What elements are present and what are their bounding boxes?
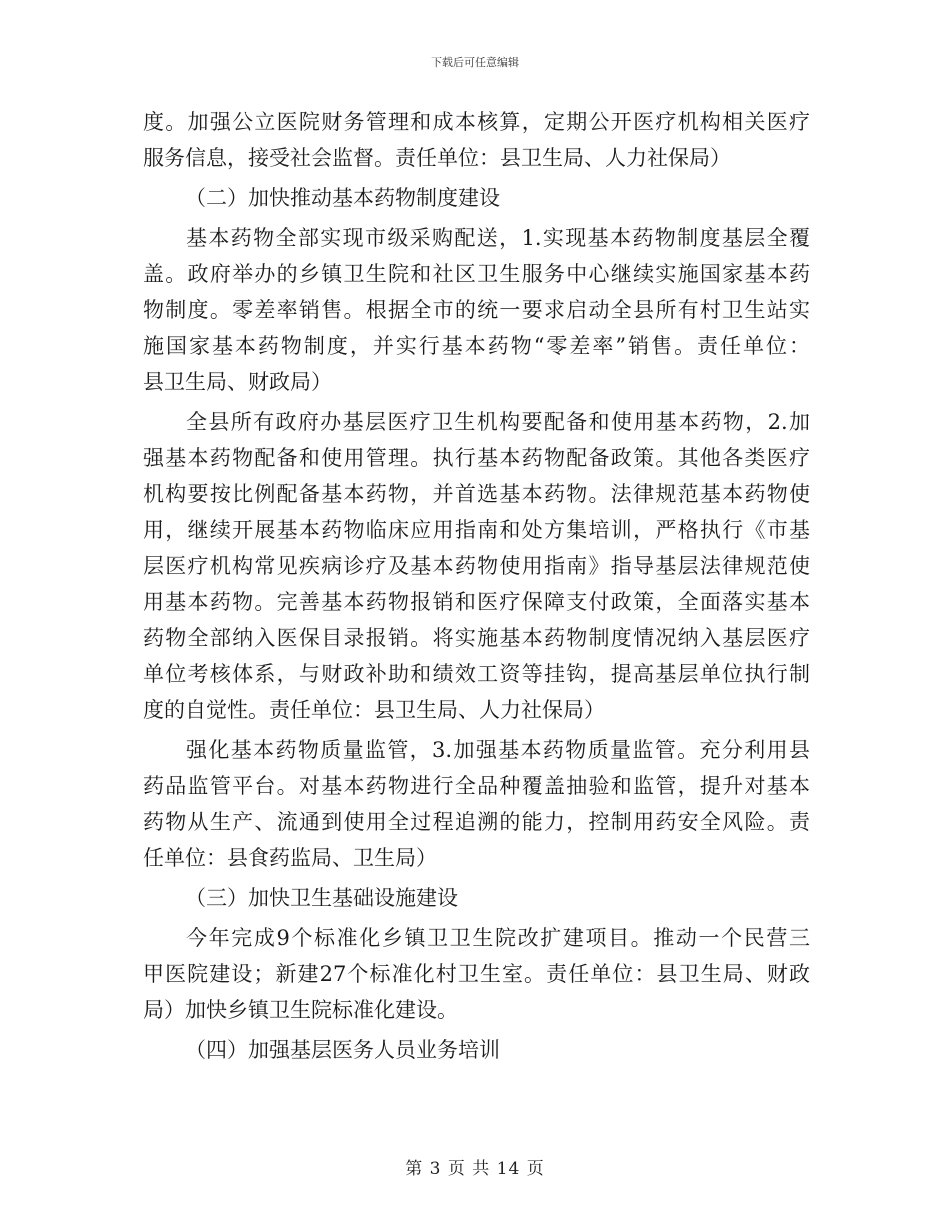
section-heading (143, 880, 810, 916)
text-line: 全县所有政府办基层医疗卫生机构要配备和使用基本药物，2.加 (186, 410, 810, 434)
paragraph (143, 220, 810, 400)
text-line: 服务信息，接受社会监督。责任单位：县卫生局、人力社保局） (143, 146, 731, 170)
text-line: 用基本药物。完善基本药物报销和医疗保障支付政策，全面落实基本 (143, 590, 810, 614)
page-footer: 第 3 页 共 14 页 (405, 1159, 545, 1179)
text-line: 局）加快乡镇卫生院标准化建设。 (143, 998, 458, 1022)
text-line: 基本药物全部实现市级采购配送，1.实现基本药物制度基层全覆 (186, 226, 810, 250)
text-line: 层医疗机构常见疾病诊疗及基本药物使用指南》指导基层法律规范使 (143, 554, 810, 578)
paragraph (143, 104, 810, 176)
text-line: 物制度。零差率销售。根据全市的统一要求启动全县所有村卫生站实 (143, 298, 810, 322)
text-line: 盖。政府举办的乡镇卫生院和社区卫生服务中心继续实施国家基本药 (143, 262, 810, 286)
text-line: 今年完成9个标准化乡镇卫卫生院改扩建项目。推动一个民营三 (186, 926, 810, 950)
paragraph (143, 920, 810, 1028)
section-heading (143, 180, 810, 216)
section-heading (143, 1032, 810, 1068)
paragraph (143, 404, 810, 728)
text-line: （三）加快卫生基础设施建设 (185, 886, 458, 910)
text-line: （二）加快推动基本药物制度建设 (185, 186, 500, 210)
text-line: 强基本药物配备和使用管理。执行基本药物配备政策。其他各类医疗 (143, 446, 810, 470)
text-line: 单位考核体系，与财政补助和绩效工资等挂钩，提高基层单位执行制 (143, 662, 810, 686)
text-line: 县卫生局、财政局） (143, 370, 332, 394)
text-line: 机构要按比例配备基本药物，并首选基本药物。法律规范基本药物使 (143, 482, 810, 506)
text-line: 药物全部纳入医保目录报销。将实施基本药物制度情况纳入基层医疗 (143, 626, 810, 650)
paragraph (143, 732, 810, 876)
text-line: 强化基本药物质量监管，3.加强基本药物质量监管。充分利用县 (186, 738, 810, 762)
text-line: 度的自觉性。责任单位：县卫生局、人力社保局） (143, 698, 605, 722)
text-line: 甲医院建设；新建27个标准化村卫生室。责任单位：县卫生局、财政 (143, 962, 810, 986)
document-body (143, 104, 810, 1072)
text-line: 施国家基本药物制度，并实行基本药物“零差率”销售。责任单位： (143, 334, 810, 358)
text-line: 药物从生产、流通到使用全过程追溯的能力，控制用药安全风险。责 (143, 810, 810, 834)
text-line: 用，继续开展基本药物临床应用指南和处方集培训，严格执行《市基 (143, 518, 810, 542)
text-line: 任单位：县食药监局、卫生局） (143, 846, 437, 870)
text-line: （四）加强基层医务人员业务培训 (185, 1038, 500, 1062)
text-line: 药品监管平台。对基本药物进行全品种覆盖抽验和监管，提升对基本 (143, 774, 810, 798)
text-line: 度。加强公立医院财务管理和成本核算，定期公开医疗机构相关医疗 (143, 110, 810, 134)
page-header: 下载后可任意编辑 (431, 56, 519, 69)
